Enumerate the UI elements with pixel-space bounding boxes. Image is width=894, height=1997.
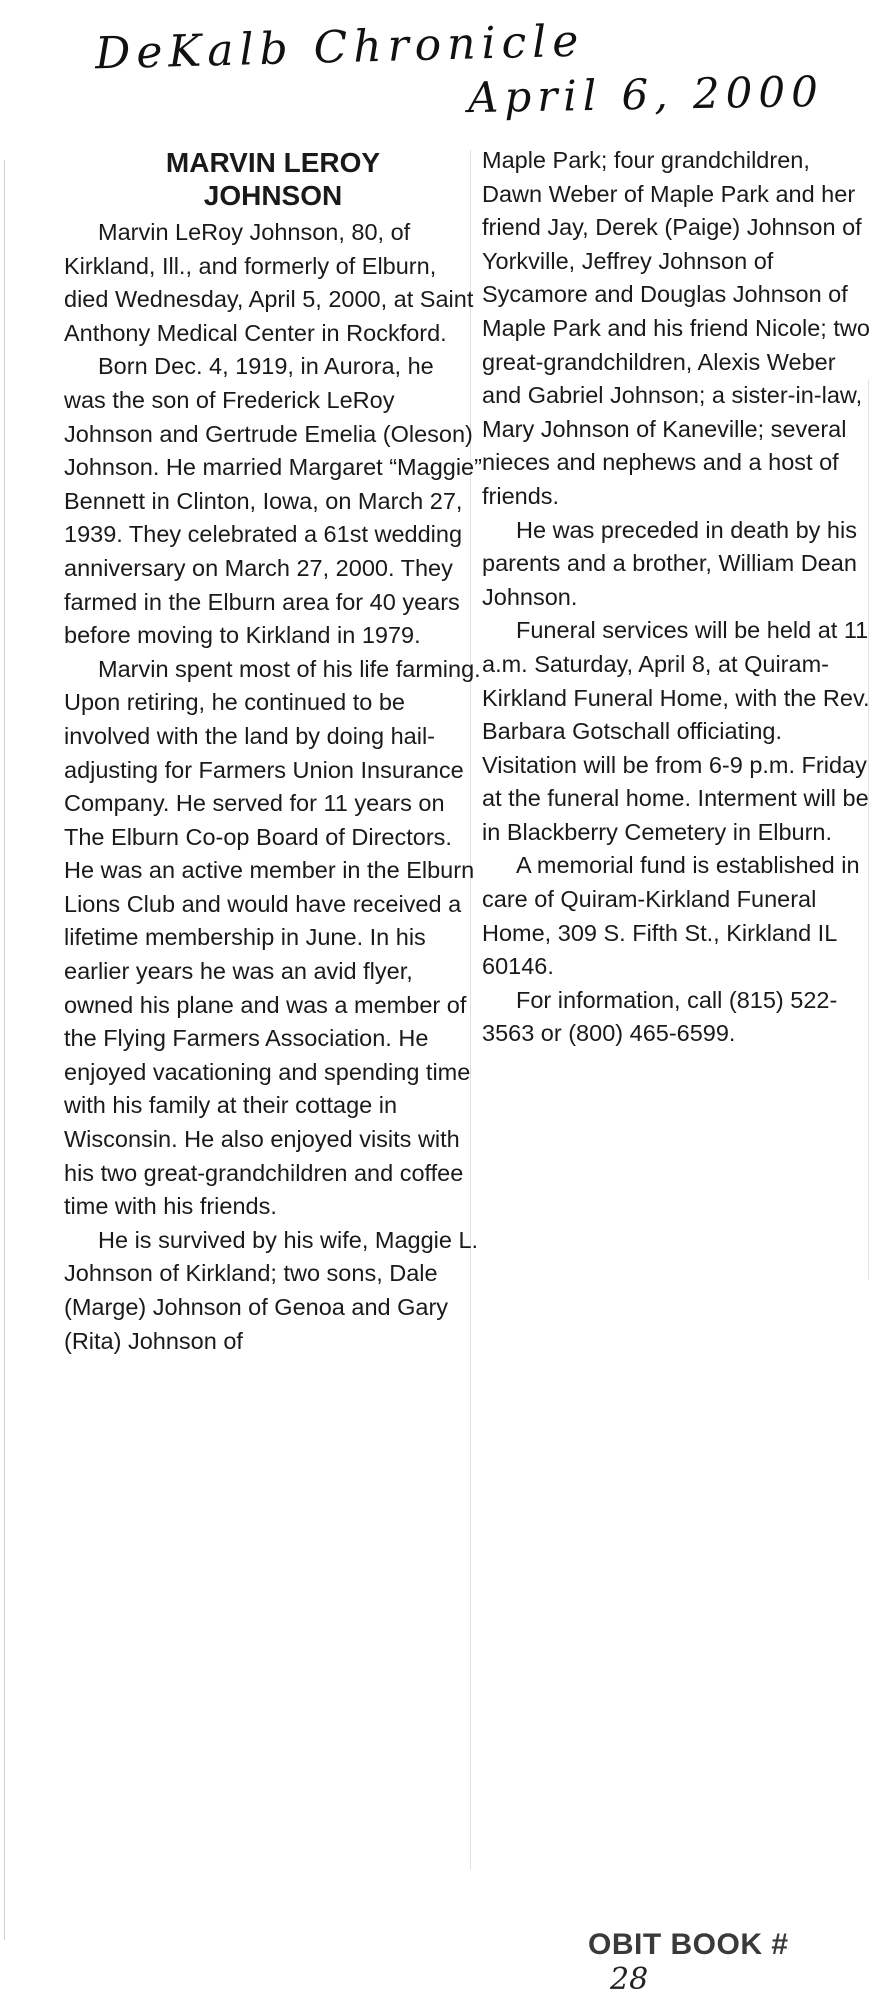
obituary-column-right (482, 144, 872, 1051)
handwritten-date: April 6, 2000 (467, 66, 825, 123)
headline-line-1: MARVIN LEROY (165, 147, 381, 178)
headline-line-2: JOHNSON (203, 180, 343, 211)
paragraph-preceded: He was preceded in death by his parents and a brother, William Dean Johnson. (482, 516, 857, 610)
scan-edge-line (4, 160, 5, 1940)
paragraph-survivors-start: He is survived by his wife, Maggie L. Johnson of Kirkland; two sons, Dale (Marge) Johnson of Genoa and Gary (Rita) Johnson of (64, 1226, 479, 1354)
paragraph-birth-marriage: Born Dec. 4, 1919, in Aurora, he was the son of Frederick LeRoy Johnson and Gertrude Emelia (Oleson) Johnson. He married Margaret “Maggie” Bennett in Clinton, Iowa, on March 27, 1939. They celebrated a 61st wedding anniversary on March 27, 2000. They farmed in the Elburn area for 40 years before moving to Kirkland in 1979. (64, 353, 482, 649)
paragraph-survivors-continued: Maple Park; four grandchildren, Dawn Weber of Maple Park and her friend Jay, Derek (Paige) Johnson of Yorkville, Jeffrey Johnson of Sycamore and Douglas Johnson of Maple Park and his friend Nicole; two great-grandchildren, Alexis Weber and Gabriel Johnson; a sister-in-law, Mary Johnson of Kaneville; several nieces and nephews and a host of friends. (482, 147, 870, 509)
obit-book-label: OBIT BOOK # (588, 1928, 789, 1961)
paragraph-life: Marvin spent most of his life farming. Upon retiring, he continued to be involved with the land by doing hail-adjusting for Farmers Union Insurance Company. He served for 11 years on The Elburn Co-op Board of Directors. He was an active member in the Elburn Lions Club and would have received a lifetime membership in June. In his earlier years he was an avid flyer, owned his plane and was a member of the Flying Farmers Association. He enjoyed vacationing and spending time with his family at their cottage in Wisconsin. He also enjoyed visits with his two great-grandchildren and coffee time with his friends. (64, 655, 481, 1220)
obituary-headline (64, 146, 482, 212)
handwritten-source: DeKalb Chronicle (94, 15, 585, 80)
paragraph-contact: For information, call (815) 522-3563 or (800) 465-6599. (482, 986, 838, 1047)
obituary-column-left (64, 144, 482, 1358)
paragraph-memorial: A memorial fund is established in care of Quiram-Kirkland Funeral Home, 309 S. Fifth St., Kirkland IL 60146. (482, 852, 860, 980)
paragraph-death-notice: Marvin LeRoy Johnson, 80, of Kirkland, Ill., and formerly of Elburn, died Wednesday, April 5, 2000, at Saint Anthony Medical Center in Rockford. (64, 219, 474, 346)
obit-book-number: 28 (610, 1962, 649, 1997)
paragraph-services: Funeral services will be held at 11 a.m. Saturday, April 8, at Quiram-Kirkland Funeral Home, with the Rev. Barbara Gotschall officiating. Visitation will be from 6-9 p.m. Friday at the funeral home. Interment will be in Blackberry Cemetery in Elburn. (482, 617, 870, 845)
